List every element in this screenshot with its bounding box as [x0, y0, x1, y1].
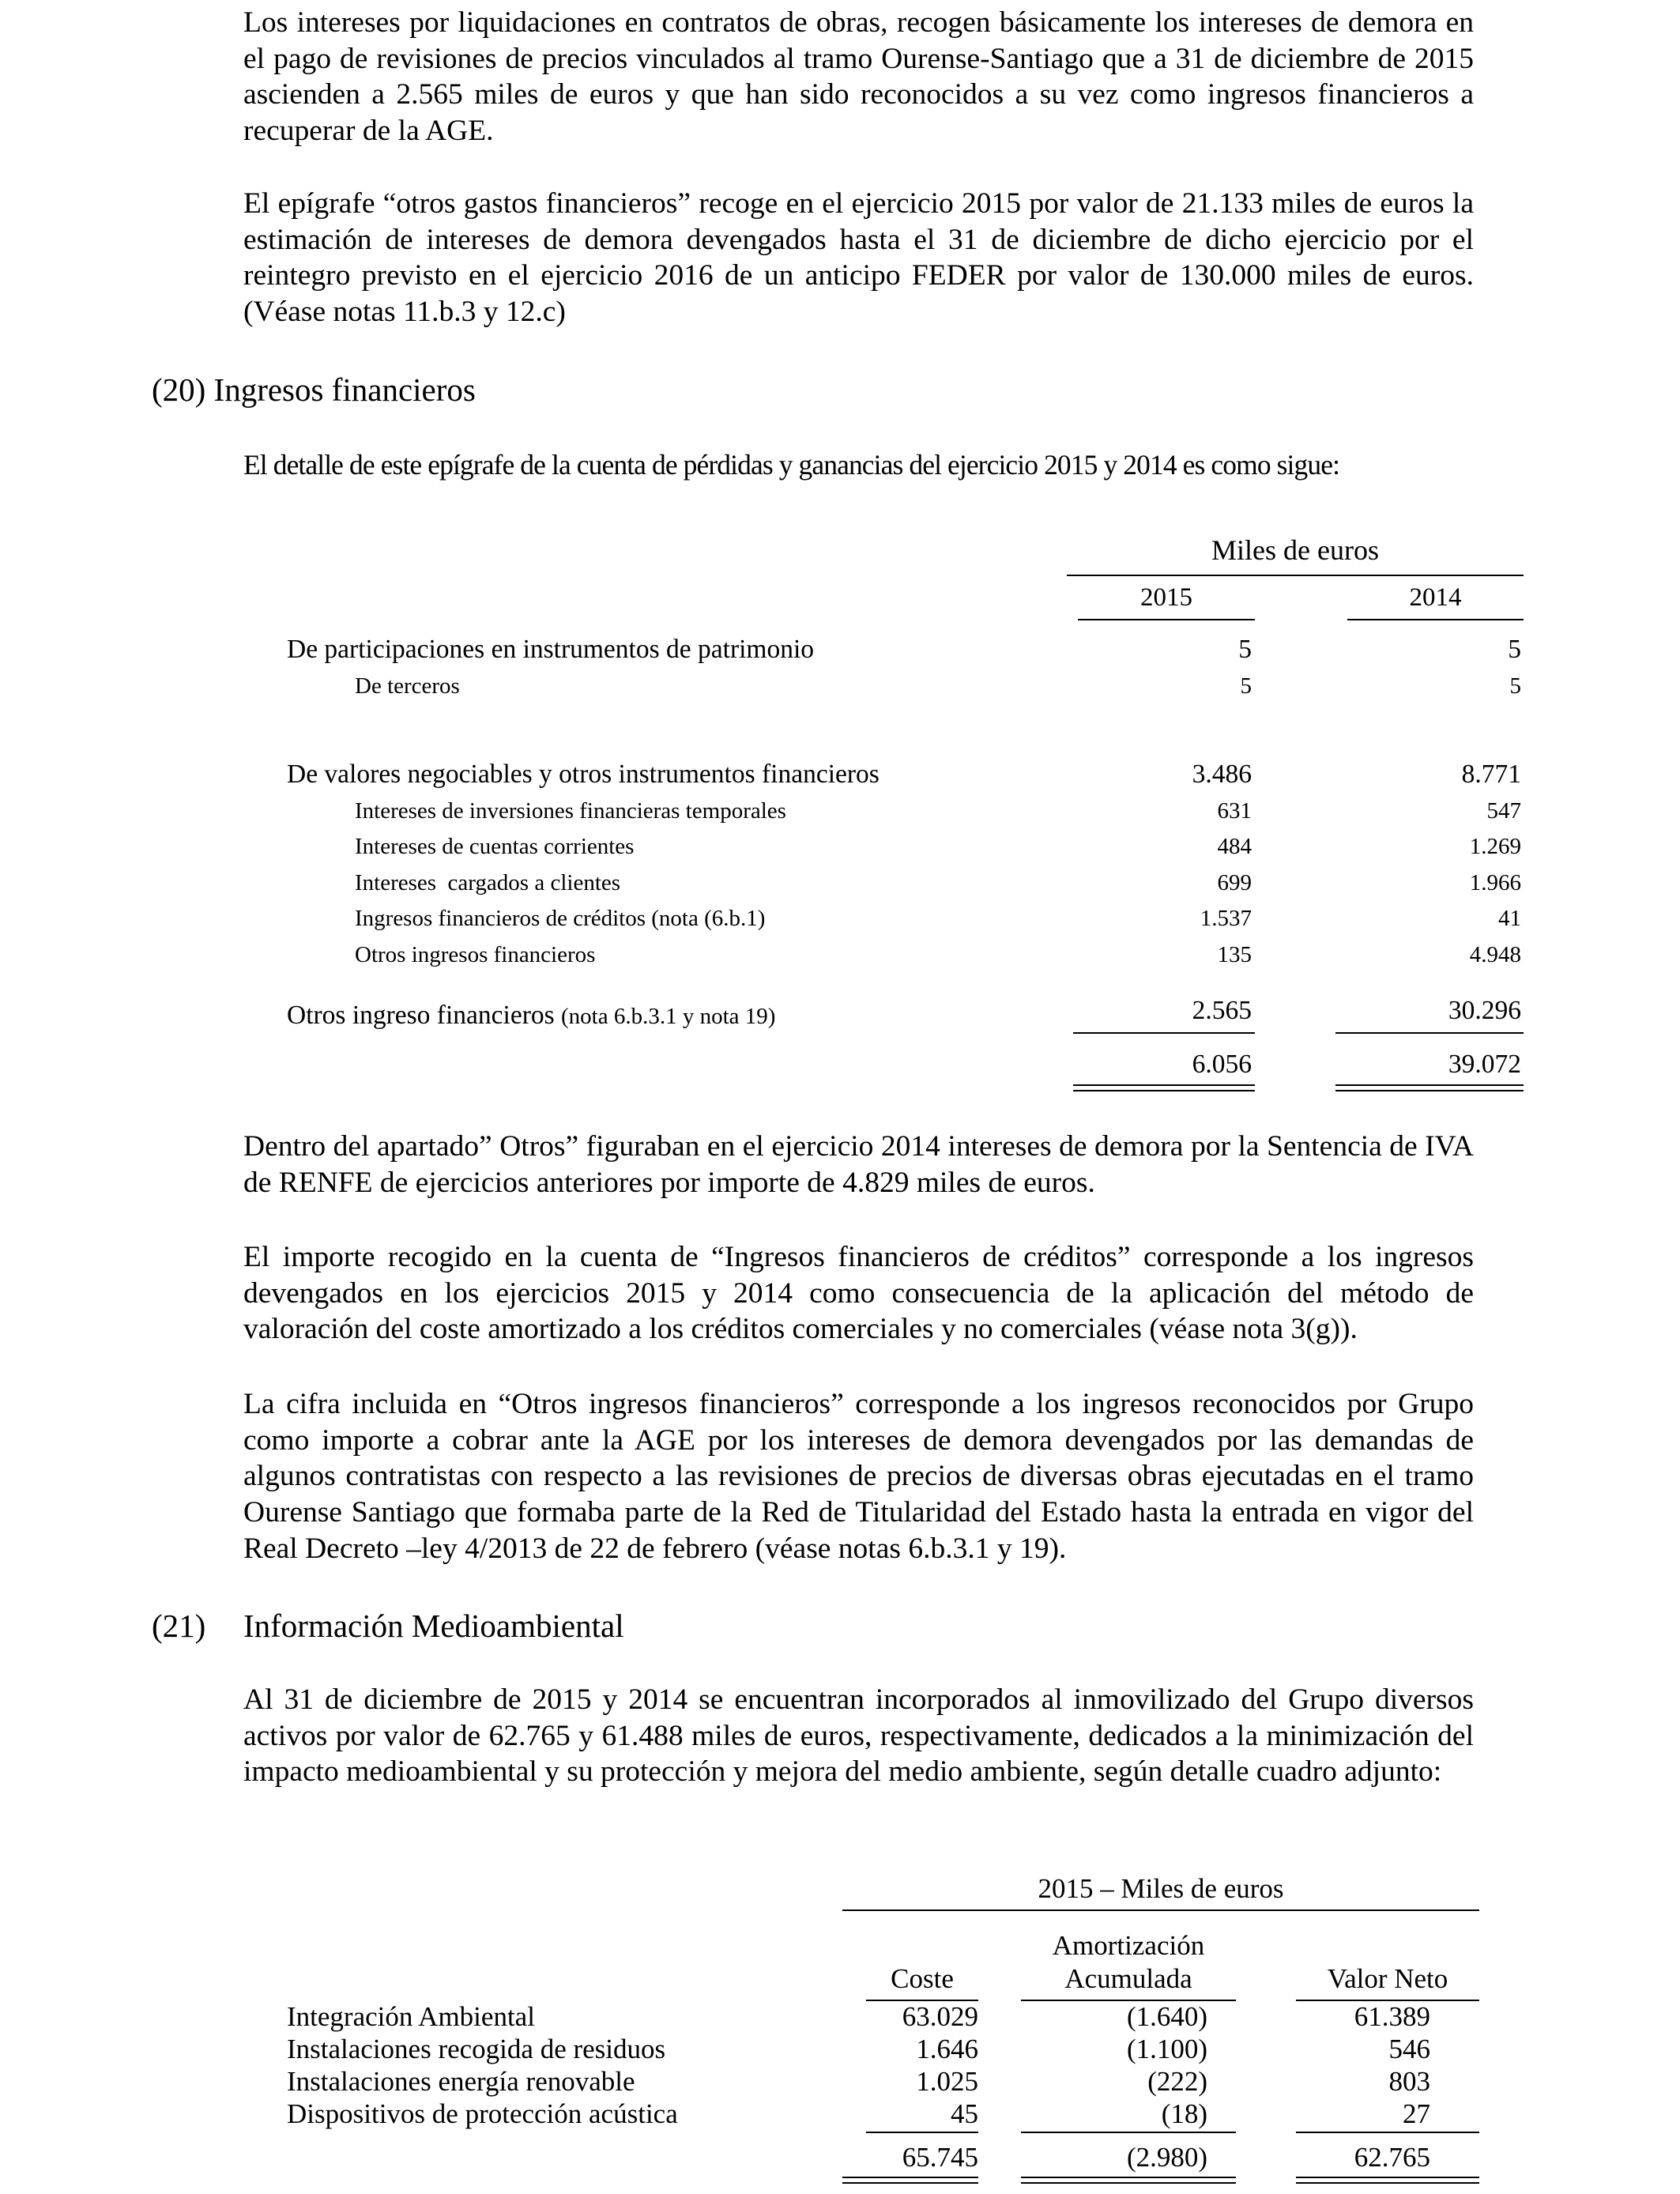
row-label-note: (nota 6.b.3.1 y nota 19)	[561, 1004, 776, 1029]
heading-ingresos-financieros: (20) Ingresos financieros	[152, 371, 476, 408]
row-value-2015: 699	[1217, 870, 1252, 895]
table2-col-acumulada: Acumulada	[1064, 1963, 1192, 1994]
table2-header-rule	[842, 1909, 1479, 1911]
row-value-2015: 1.537	[1200, 906, 1252, 931]
paragraph-otros-gastos-financieros: El epígrafe “otros gastos financieros” recoge en el ejercicio 2015 por valor de 21.133 miles de euros la estimación de intereses de demora devengados hasta el 31 de diciembre de dicho ejercicio por el reintegro previsto en el ejercicio 2016 de un anticipo FEDER por valor de 130.000 miles de euros. (Véase notas 11.b.3 y 12.c)	[243, 187, 1474, 329]
row-label: De participaciones en instrumentos de patrimonio	[287, 635, 815, 664]
row-amortizacion: (18)	[1161, 2098, 1207, 2129]
table2-header: 2015 – Miles de euros	[1038, 1873, 1284, 1904]
table2-col-amortizacion: Amortización	[1052, 1930, 1205, 1961]
row-value-2014: 5	[1508, 635, 1521, 664]
row-label-main: Otros ingreso financieros	[287, 1001, 555, 1030]
row-value-2015: 2.565	[1192, 996, 1252, 1025]
paragraph-otros-ingresos: La cifra incluida en “Otros ingresos financieros” corresponde a los ingresos reconocidos por Grupo como importe a cobrar ante la AGE por los intereses de demora devengados por las demandas de algunos contratistas con respecto a las revisiones de precios de diversas obras ejecutadas en el tramo Ourense Santiago que formaba parte de la Red de Titularidad del Estado hasta la entrada en vigor del Real Decreto –ley 4/2013 de 22 de febrero (véase notas 6.b.3.1 y 19).	[243, 1388, 1474, 1565]
row-label: Instalaciones energía renovable	[287, 2066, 635, 2097]
row-coste: 1.646	[916, 2034, 978, 2064]
heading-21-number: (21)	[152, 1608, 206, 1644]
row-coste: 45	[951, 2098, 978, 2129]
paragraph-activos-medioambientales: Al 31 de diciembre de 2015 y 2014 se encuentran incorporados al inmovilizado del Grupo diversos activos por valor de 62.765 y 61.488 miles de euros, respectivamente, dedicados a la minimización del impacto medioambiental y su protección y mejora del medio ambiente, según detalle cuadro adjunto:	[243, 1683, 1474, 1789]
total-coste: 65.745	[902, 2142, 978, 2173]
row-label	[287, 1001, 775, 1031]
table1-subtotal-rule-2014	[1335, 1032, 1524, 1034]
row-value-2014: 8.771	[1461, 760, 1521, 789]
row-valor-neto: 546	[1388, 2034, 1430, 2064]
row-value-2014: 4.948	[1469, 942, 1521, 967]
row-value-2015: 3.486	[1192, 760, 1252, 789]
row-amortizacion: (1.640)	[1126, 2001, 1207, 2032]
row-label: Intereses de inversiones financieras temporales	[355, 798, 786, 824]
row-label: Intereses de cuentas corrientes	[355, 834, 635, 859]
row-value-2014: 547	[1486, 798, 1521, 824]
paragraph-apartado-otros: Dentro del apartado” Otros” figuraban en el ejercicio 2014 intereses de demora por la Sentencia de IVA de RENFE de ejercicios anteriores por importe de 4.829 miles de euros.	[243, 1130, 1474, 1199]
row-label: Ingresos financieros de créditos (nota (6.b.1)	[355, 906, 766, 931]
row-label: Integración Ambiental	[287, 2001, 535, 2032]
table1-total-double-rule-2014	[1335, 1084, 1524, 1091]
row-value-2014: 5	[1509, 673, 1521, 699]
row-value-2015: 484	[1217, 834, 1252, 859]
total-2014: 39.072	[1448, 1050, 1521, 1079]
paragraph-ingresos-creditos: El importe recogido en la cuenta de “Ingresos financieros de créditos” corresponde a los ingresos devengados en los ejercicios 2015 y 2014 como consecuencia de la aplicación del método de valoración del coste amortizado a los créditos comerciales y no comerciales (véase nota 3(g)).	[243, 1241, 1474, 1346]
table1-col-2015-rule	[1078, 619, 1255, 620]
row-value-2014: 30.296	[1448, 996, 1521, 1025]
row-label: Instalaciones recogida de residuos	[287, 2034, 666, 2064]
paragraph-intereses-liquidaciones: Los intereses por liquidaciones en contratos de obras, recogen básicamente los intereses de demora en el pago de revisiones de precios vinculados al tramo Ourense-Santiago que a 31 de diciembre de 2015 ascienden a 2.565 miles de euros y que han sido reconocidos a su vez como ingresos financieros a recuperar de la AGE.	[243, 6, 1474, 148]
table2-subtotal-rule-coste	[866, 2132, 978, 2133]
row-label: Otros ingresos financieros	[355, 942, 596, 967]
total-valor-neto: 62.765	[1354, 2142, 1430, 2173]
row-value-2015: 5	[1240, 673, 1252, 699]
row-coste: 1.025	[916, 2066, 978, 2097]
table1-header-rule	[1067, 575, 1524, 576]
row-value-2015: 135	[1217, 942, 1252, 967]
table1-total-double-rule-2015	[1073, 1084, 1255, 1091]
row-amortizacion: (222)	[1147, 2066, 1207, 2097]
table2-col-valor-neto: Valor Neto	[1327, 1963, 1448, 1994]
row-value-2014: 1.269	[1469, 834, 1521, 859]
row-coste: 63.029	[902, 2001, 978, 2032]
row-label: De valores negociables y otros instrumentos financieros	[287, 760, 880, 789]
table1-col-2014: 2014	[1409, 583, 1462, 612]
row-label: De terceros	[355, 673, 460, 699]
table2-total-double-rule-neto	[1296, 2177, 1479, 2184]
row-valor-neto: 27	[1403, 2098, 1430, 2129]
paragraph-detalle-epigrafe: El detalle de este epígrafe de la cuenta de pérdidas y ganancias del ejercicio 2015 y 2014 es como sigue:	[243, 449, 1340, 481]
row-valor-neto: 803	[1388, 2066, 1430, 2097]
row-value-2015: 5	[1238, 635, 1252, 664]
table2-total-double-rule-coste	[842, 2177, 978, 2184]
table2-subtotal-rule-neto	[1296, 2132, 1479, 2133]
table1-header: Miles de euros	[1211, 534, 1379, 566]
total-2015: 6.056	[1192, 1050, 1252, 1079]
table2-col-coste: Coste	[891, 1963, 954, 1994]
table1-subtotal-rule-2015	[1073, 1032, 1255, 1034]
row-value-2014: 41	[1498, 906, 1521, 931]
total-amortizacion: (2.980)	[1126, 2142, 1207, 2173]
row-value-2015: 631	[1217, 798, 1252, 824]
table2-total-double-rule-amort	[1021, 2177, 1236, 2184]
table1-col-2014-rule	[1347, 619, 1524, 620]
row-value-2014: 1.966	[1469, 870, 1521, 895]
row-amortizacion: (1.100)	[1126, 2034, 1207, 2064]
row-label: Intereses cargados a clientes	[355, 870, 621, 895]
table2-subtotal-rule-amort	[1021, 2132, 1236, 2133]
row-valor-neto: 61.389	[1354, 2001, 1430, 2032]
heading-informacion-medioambiental: Información Medioambiental	[243, 1608, 624, 1644]
table1-col-2015: 2015	[1140, 583, 1192, 612]
row-label: Dispositivos de protección acústica	[287, 2098, 678, 2129]
